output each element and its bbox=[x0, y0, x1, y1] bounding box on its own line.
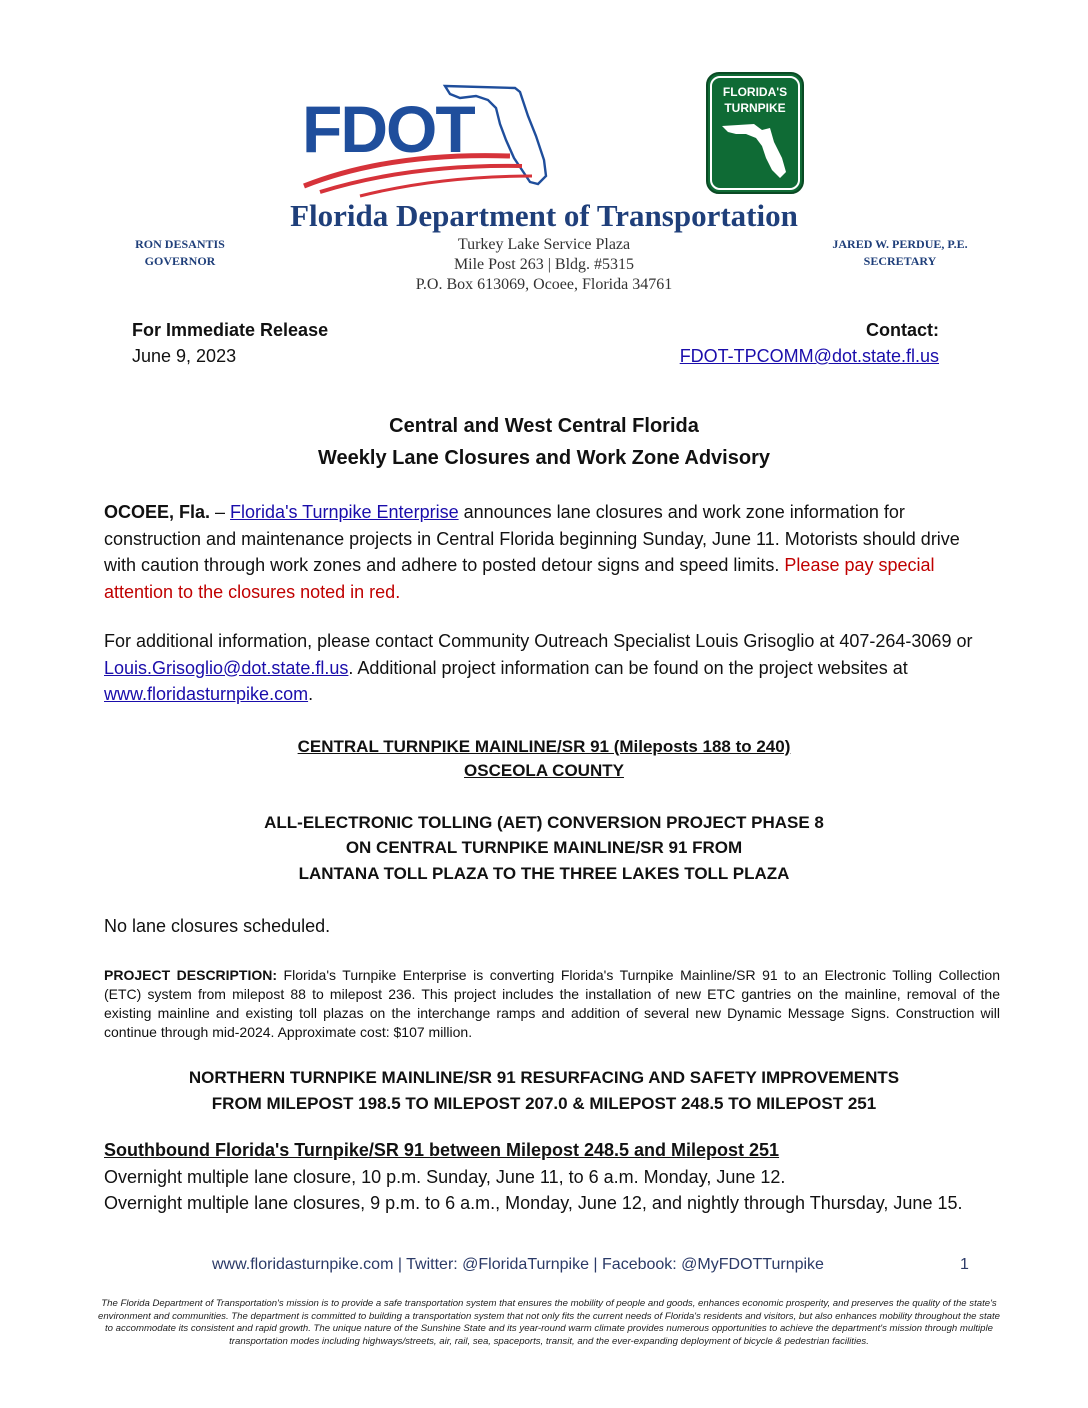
fdot-logo-text: FDOT bbox=[302, 92, 474, 166]
agency-name: Florida Department of Transportation bbox=[290, 198, 798, 233]
project2-closure-1: Overnight multiple lane closure, 10 p.m. Sunday, June 11, to 6 a.m. Monday, June 12. bbox=[104, 1167, 786, 1187]
address-line-2: Mile Post 263 | Bldg. #5315 bbox=[453, 256, 635, 273]
footer-links[interactable]: www.floridasturnpike.com | Twitter: @FloridaTurnpike | Facebook: @MyFDOTTurnpike bbox=[212, 1256, 824, 1273]
turnpike-enterprise-link[interactable]: Florida's Turnpike Enterprise bbox=[230, 502, 459, 522]
mission-statement: The Florida Department of Transportation's mission is to provide a safe transportation system that ensures the mobility of people and goods, enhances economic prosperity, and preserves the quality of the state's environment and communities. The department is committed to building a transportation system that not only fits the current needs of Florida's residents and visitors, but also enhances mobility throughout the state to accommodate its consistent and rapid growth. The unique nature of the Sunshine State and its year-round warm climate provides numerous opportunities to achieve the department's mission through multiple transportation modes including highways/streets, air, rail, sea, spaceports, transit, and the ever-expanding deployment of bicycle & pedestrian facilities. bbox=[98, 1298, 1000, 1347]
project1-line-3: LANTANA TOLL PLAZA TO THE THREE LAKES TOLL PLAZA bbox=[298, 864, 790, 883]
fdot-logo bbox=[300, 78, 560, 198]
project2-subhead: Southbound Florida's Turnpike/SR 91 between Milepost 248.5 and Milepost 251 bbox=[104, 1140, 780, 1160]
intro-paragraph bbox=[104, 499, 994, 605]
turnpike-logo-line2: TURNPIKE bbox=[724, 101, 786, 115]
project2-line-1: NORTHERN TURNPIKE MAINLINE/SR 91 RESURFACING AND SAFETY IMPROVEMENTS bbox=[188, 1068, 900, 1087]
dateline: OCOEE, Fla. bbox=[104, 502, 211, 522]
address-line-3: P.O. Box 613069, Ocoee, Florida 34761 bbox=[415, 276, 673, 293]
dateline-dash: – bbox=[210, 502, 231, 522]
contact-paragraph bbox=[104, 628, 994, 708]
governor-title: GOVERNOR bbox=[144, 254, 216, 268]
project1-description bbox=[104, 966, 1000, 1042]
intro-red-note: Please pay special attention to the closures noted in red. bbox=[104, 555, 935, 602]
title-line-1: Central and West Central Florida bbox=[389, 415, 699, 437]
website-link[interactable]: www.floridasturnpike.com bbox=[104, 684, 309, 704]
project1-line-2: ON CENTRAL TURNPIKE MAINLINE/SR 91 FROM bbox=[345, 838, 743, 857]
page-number: 1 bbox=[960, 1256, 969, 1273]
project1-desc-text: Florida's Turnpike Enterprise is converting Florida's Turnpike Mainline/SR 91 to an Electronic Tolling Collection (ETC) system from milepost 88 to milepost 236. This project includes the installation of new ETC gantries on the mainline, removal of the existing mainline and existing toll plazas on the interchange ramps and addition of several new Dynamic Message Signs. Construction will continue through mid-2024. Approximate cost: $107 million. bbox=[104, 967, 1000, 1040]
secretary-name: JARED W. PERDUE, P.E. bbox=[832, 237, 968, 251]
contact-text-3: . bbox=[308, 684, 314, 704]
grisoglio-email-link[interactable]: Louis.Grisoglio@dot.state.fl.us bbox=[104, 657, 349, 678]
contact-email-link[interactable]: FDOT-TPCOMM@dot.state.fl.us bbox=[679, 346, 939, 366]
turnpike-logo bbox=[706, 72, 804, 194]
address-line-1: Turkey Lake Service Plaza bbox=[457, 236, 631, 253]
section1-line-1: CENTRAL TURNPIKE MAINLINE/SR 91 (Mileposts 188 to 240) bbox=[297, 737, 791, 756]
governor-name: RON DESANTIS bbox=[135, 237, 225, 251]
contact-text-1: For additional information, please contact Community Outreach Specialist Louis Grisoglio at 407-264-3069 or bbox=[104, 631, 973, 651]
project2-line-2: FROM MILEPOST 198.5 TO MILEPOST 207.0 & MILEPOST 248.5 TO MILEPOST 251 bbox=[211, 1094, 877, 1113]
release-date: June 9, 2023 bbox=[132, 346, 237, 366]
project1-line-1: ALL-ELECTRONIC TOLLING (AET) CONVERSION PROJECT PHASE 8 bbox=[264, 813, 824, 832]
turnpike-logo-line1: FLORIDA'S bbox=[722, 85, 788, 99]
title-line-2: Weekly Lane Closures and Work Zone Advisory bbox=[318, 447, 770, 469]
contact-text-2: . Additional project information can be found on the project websites at bbox=[348, 657, 908, 678]
project1-desc-label: PROJECT DESCRIPTION: bbox=[104, 967, 277, 983]
secretary-title: SECRETARY bbox=[863, 254, 937, 268]
project2-closure-2: Overnight multiple lane closures, 9 p.m. to 6 a.m., Monday, June 12, and nightly through Thursday, June 15. bbox=[104, 1193, 963, 1213]
release-label: For Immediate Release bbox=[132, 320, 329, 340]
section1-line-2: OSCEOLA COUNTY bbox=[464, 761, 624, 780]
contact-label: Contact: bbox=[866, 320, 939, 340]
project1-status: No lane closures scheduled. bbox=[104, 916, 331, 936]
intro-body: announces lane closures and work zone information for construction and maintenance projects in Central Florida beginning Sunday, June 11. Motorists should drive with caution through work zones and adhere to posted detour signs and speed limits. bbox=[104, 502, 960, 575]
